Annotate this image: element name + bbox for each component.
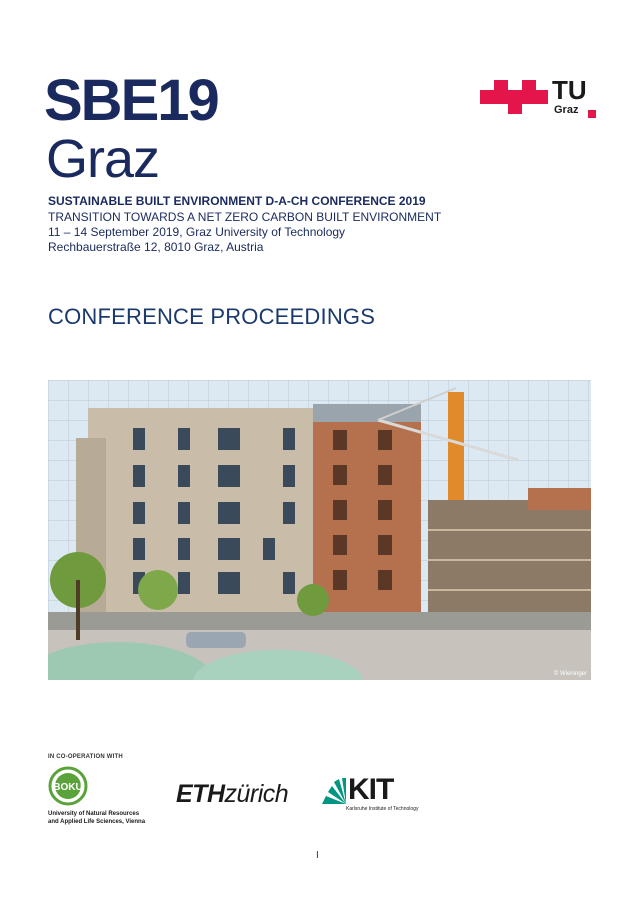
eth-city: zürich xyxy=(224,780,289,808)
cover-photo xyxy=(48,380,591,680)
conference-theme: TRANSITION TOWARDS A NET ZERO CARBON BUILT ENVIRONMENT xyxy=(48,210,442,224)
photo-credit: © Wieninger xyxy=(553,671,587,677)
proceedings-title: CONFERENCE PROCEEDINGS xyxy=(48,304,376,329)
page-number: I xyxy=(316,850,319,861)
conference-logo-sbe19: SBE19 xyxy=(44,68,218,133)
tu-logo-text: TU xyxy=(552,75,587,105)
tu-logo-subtext: Graz xyxy=(554,104,579,116)
kit-mark: KIT xyxy=(348,773,394,806)
boku-name xyxy=(48,810,145,826)
conference-date-venue: 11 – 14 September 2019, Graz University of Technology xyxy=(48,225,346,239)
kit-subtitle: Karlsruhe Institute of Technology xyxy=(346,806,419,812)
boku-emblem-icon xyxy=(48,766,88,806)
kit-fan-icon xyxy=(322,776,348,806)
boku-mark: BOKU xyxy=(53,782,83,793)
tu-graz-logo xyxy=(480,75,600,124)
conference-address: Rechbauerstraße 12, 8010 Graz, Austria xyxy=(48,240,264,254)
boku-logo xyxy=(48,766,88,806)
eth-zurich-logo xyxy=(176,780,288,809)
building-photo-illustration xyxy=(48,380,591,680)
boku-line-2: and Applied Life Sciences, Vienna xyxy=(48,819,146,825)
conference-name: SUSTAINABLE BUILT ENVIRONMENT D-A-CH CONFERENCE 2019 xyxy=(48,194,426,208)
eth-mark: ETH xyxy=(176,780,225,808)
kit-logo xyxy=(322,773,419,816)
conference-logo-graz: Graz xyxy=(46,129,160,189)
boku-line-1: University of Natural Resources xyxy=(48,811,140,817)
cooperation-label: IN CO-OPERATION WITH xyxy=(48,754,123,760)
